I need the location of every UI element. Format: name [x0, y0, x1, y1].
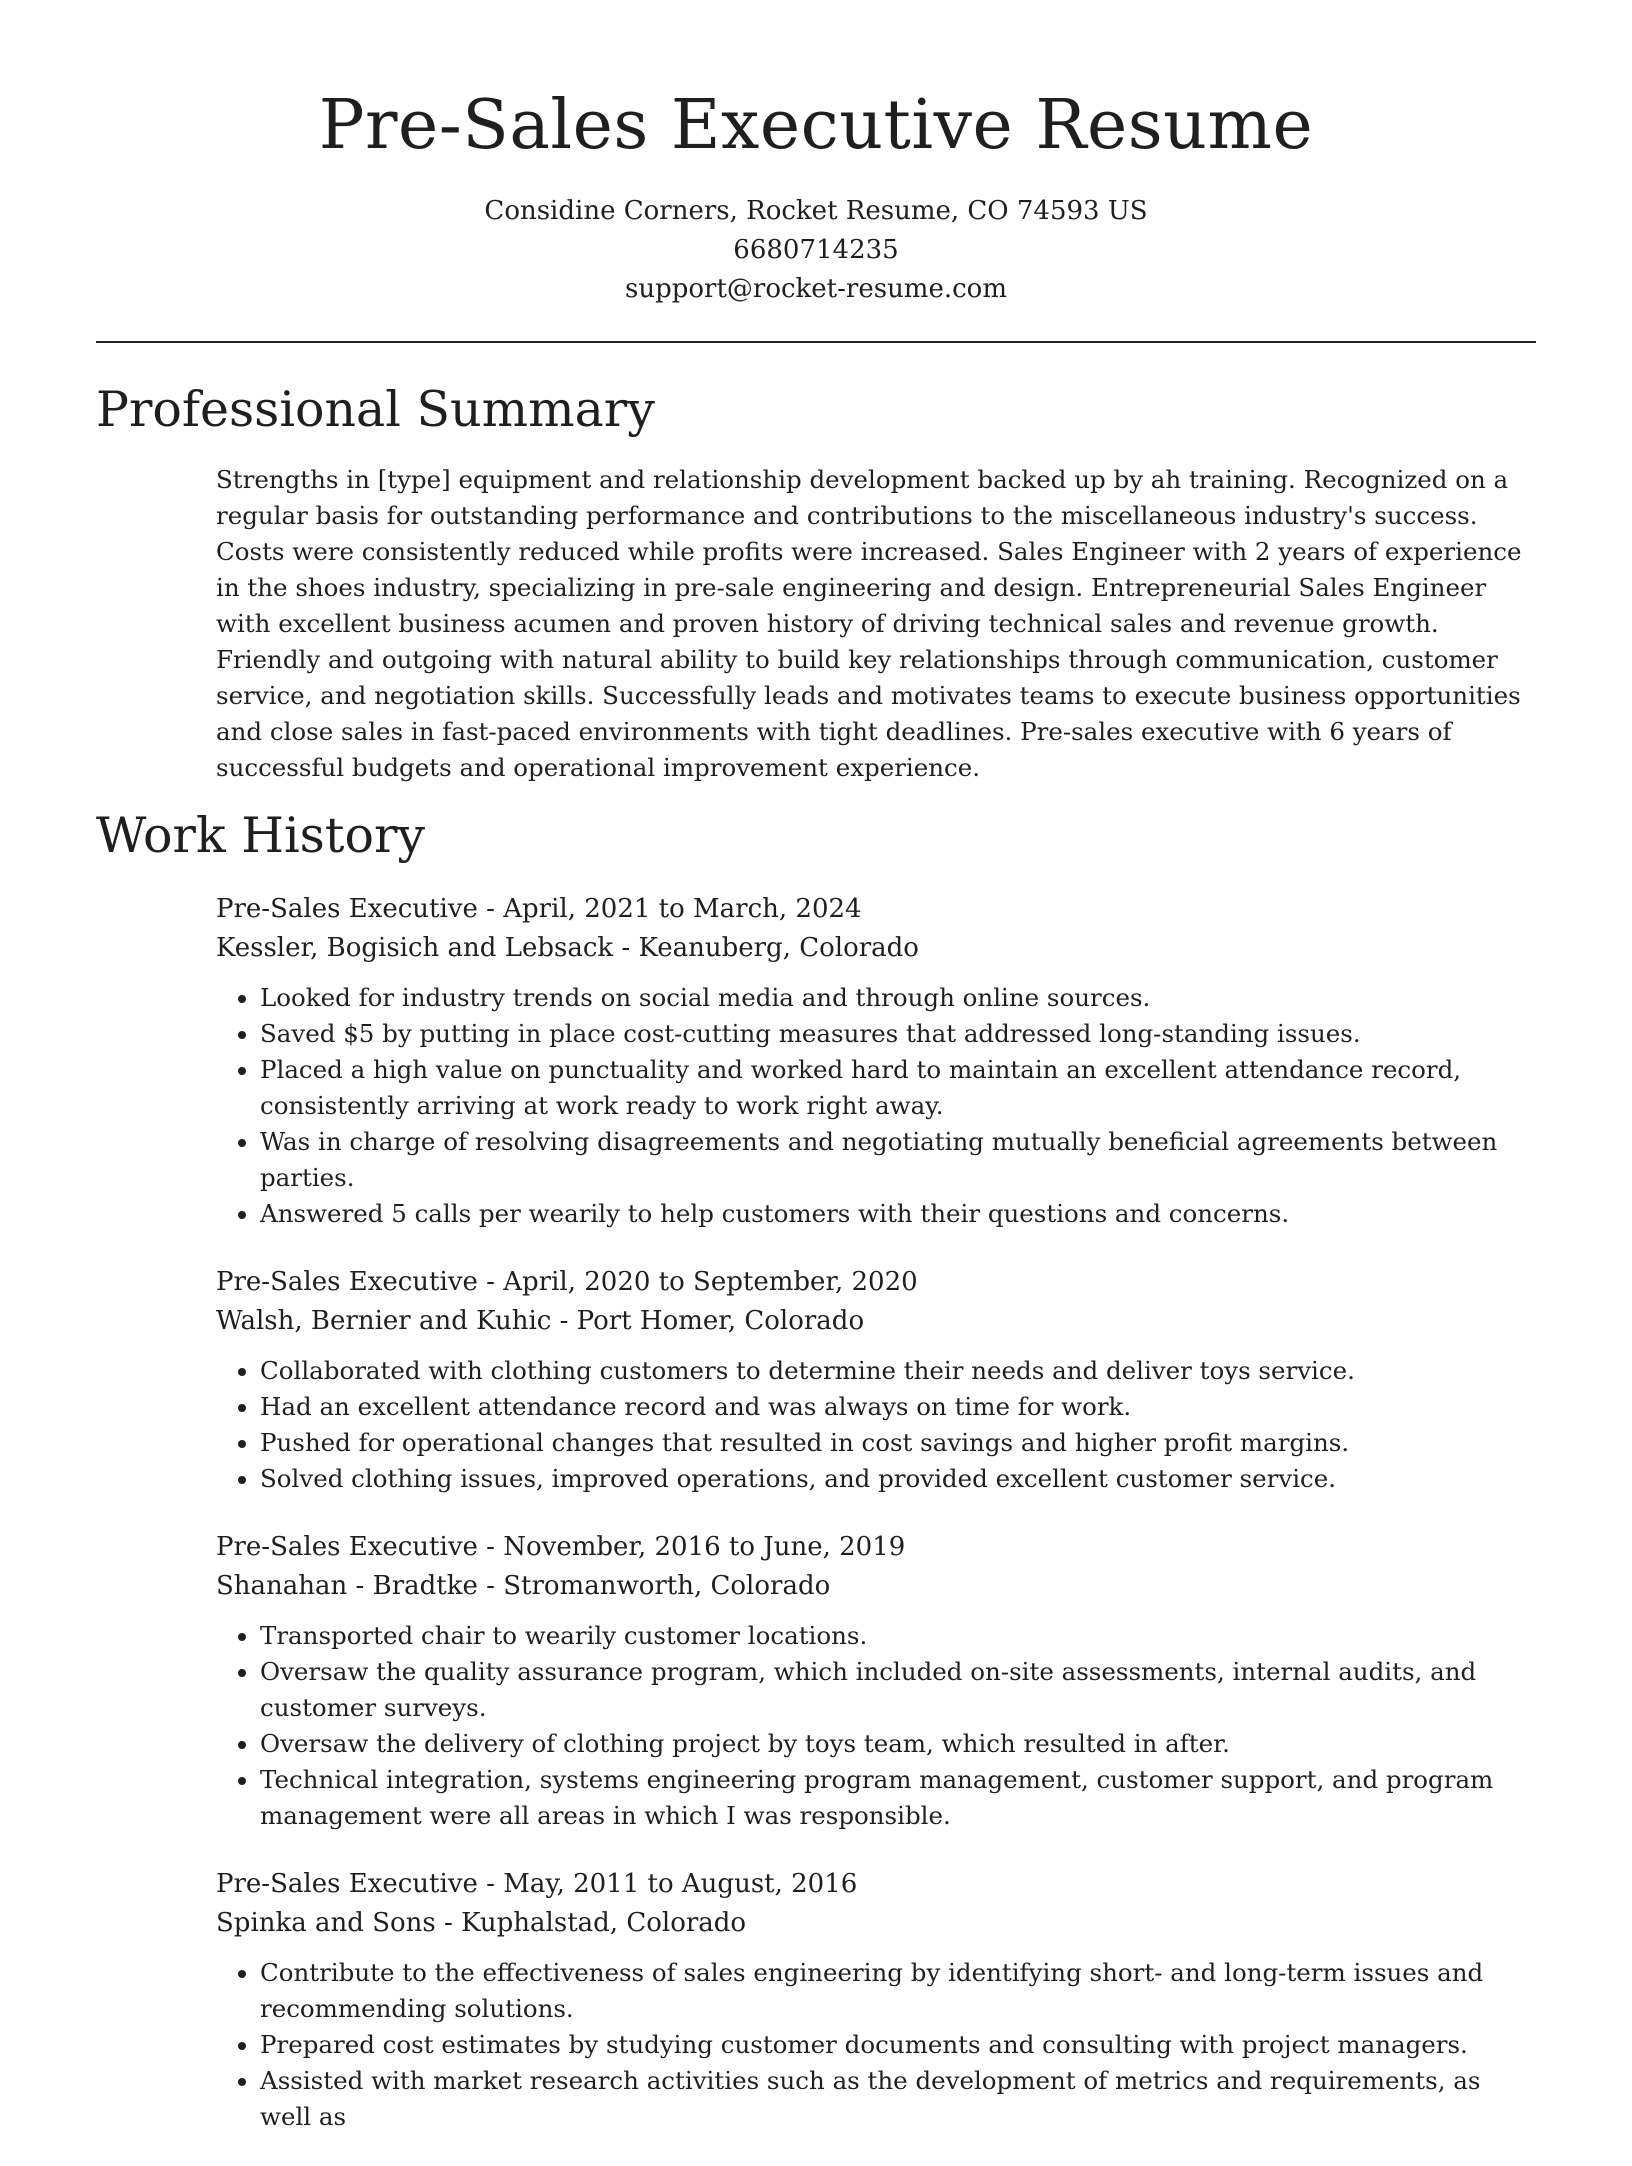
job-location: - Stromanworth, Colorado [477, 1571, 831, 1601]
job-bullet: • Contribute to the effectiveness of sales engineering by identifying short- and long-term issues and recommending solutions. [260, 1955, 1536, 2027]
job-entry [216, 1865, 1536, 2135]
job-dates: - May, 2011 to August, 2016 [477, 1869, 858, 1899]
contact-address: Considine Corners, Rocket Resume, CO 74593 US [484, 196, 1148, 226]
job-dates: - April, 2021 to March, 2024 [477, 894, 862, 924]
job-bullet: • Was in charge of resolving disagreements and negotiating mutually beneficial agreements between parties. [260, 1124, 1536, 1196]
job-title-line [216, 1263, 1536, 1302]
job-title-line [216, 1528, 1536, 1567]
job-company-line [216, 929, 1536, 968]
summary-heading: Professional Summary [96, 381, 655, 438]
job-bullets [216, 1955, 1536, 2135]
job-bullet: • Prepared cost estimates by studying customer documents and consulting with project managers. [260, 2027, 1536, 2063]
job-location: - Kuphalstad, Colorado [435, 1908, 747, 1938]
job-company-line [216, 1302, 1536, 1341]
contact-email: support@rocket-resume.com [624, 274, 1007, 304]
job-bullet: • Answered 5 calls per wearily to help customers with their questions and concerns. [260, 1196, 1536, 1232]
job-location: - Keanuberg, Colorado [613, 933, 919, 963]
job-title: Pre-Sales Executive [216, 1267, 478, 1297]
job-title: Pre-Sales Executive [216, 894, 478, 924]
header-divider [96, 341, 1536, 343]
job-dates: - November, 2016 to June, 2019 [477, 1532, 906, 1562]
job-location: - Port Homer, Colorado [551, 1306, 865, 1336]
job-company: Shanahan - Bradtke [216, 1571, 478, 1601]
job-company: Spinka and Sons [216, 1908, 436, 1938]
job-entry [216, 1263, 1536, 1497]
job-bullets [216, 980, 1536, 1232]
job-bullet: • Placed a high value on punctuality and worked hard to maintain an excellent attendance record, consistently arriving at work ready to work right away. [260, 1052, 1536, 1124]
job-bullet: • Transported chair to wearily customer locations. [260, 1618, 1536, 1654]
job-entry [216, 1528, 1536, 1834]
job-title-line [216, 890, 1536, 929]
job-bullet: • Solved clothing issues, improved operations, and provided excellent customer service. [260, 1461, 1536, 1497]
contact-phone: 6680714235 [733, 235, 899, 265]
job-bullet: • Oversaw the quality assurance program, which included on-site assessments, internal audits, and customer surveys. [260, 1654, 1536, 1726]
job-bullet: • Oversaw the delivery of clothing project by toys team, which resulted in after. [260, 1726, 1536, 1762]
contact-block [0, 192, 1632, 309]
job-title-line [216, 1865, 1536, 1904]
job-bullet: • Had an excellent attendance record and was always on time for work. [260, 1389, 1536, 1425]
work-history-list [216, 890, 1536, 2166]
job-bullet: • Pushed for operational changes that resulted in cost savings and higher profit margins. [260, 1425, 1536, 1461]
resume-title: Pre-Sales Executive Resume [318, 86, 1314, 165]
job-bullet: • Assisted with market research activities such as the development of metrics and requirements, as well as [260, 2063, 1536, 2135]
job-bullet: • Saved $5 by putting in place cost-cutting measures that addressed long-standing issues. [260, 1016, 1536, 1052]
job-title: Pre-Sales Executive [216, 1869, 478, 1899]
job-bullet: • Looked for industry trends on social media and through online sources. [260, 980, 1536, 1016]
job-bullets [216, 1618, 1536, 1834]
work-history-heading: Work History [96, 807, 426, 864]
job-bullets [216, 1353, 1536, 1497]
job-entry [216, 890, 1536, 1232]
job-company-line [216, 1904, 1536, 1943]
job-bullet: • Collaborated with clothing customers to determine their needs and deliver toys service. [260, 1353, 1536, 1389]
job-bullet: • Technical integration, systems engineering program management, customer support, and program management were all areas in which I was responsible. [260, 1762, 1536, 1834]
job-company: Kessler, Bogisich and Lebsack [216, 933, 614, 963]
summary-text: Strengths in [type] equipment and relationship development backed up by ah training. Recognized on a regular basis for outstanding performance and contributions to the miscellaneous industry's success. Costs were consistently reduced while profits were increased. Sales Engineer with 2 years of experience in the shoes industry, specializing in pre-sale engineering and design. Entrepreneurial Sales Engineer with excellent business acumen and proven history of driving technical sales and revenue growth. Friendly and outgoing with natural ability to build key relationships through communication, customer service, and negotiation skills. Successfully leads and motivates teams to execute business opportunities and close sales in fast-paced environments with tight deadlines. Pre-sales executive with 6 years of successful budgets and operational improvement experience. [216, 465, 1522, 782]
job-title: Pre-Sales Executive [216, 1532, 478, 1562]
job-dates: - April, 2020 to September, 2020 [477, 1267, 918, 1297]
job-company: Walsh, Bernier and Kuhic [216, 1306, 552, 1336]
job-company-line [216, 1567, 1536, 1606]
